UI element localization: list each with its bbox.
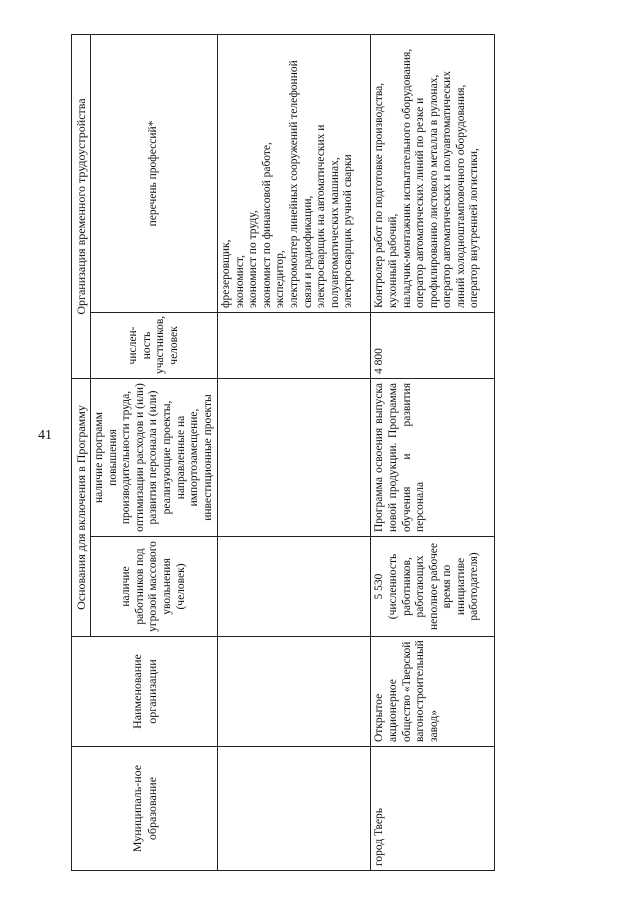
profession-item: кухонный рабочий, xyxy=(386,213,399,308)
row2-org-name: Открытое акционерное общество «Тверской вагоностроительный завод» xyxy=(371,637,495,747)
profession-item: электромонтер линейных сооружений телефонной связи и радиофикации, xyxy=(288,60,314,308)
header-professions: перечень профессий* xyxy=(91,34,218,312)
row1-threatened xyxy=(218,537,371,637)
header-participants: числен-ность участников, человек xyxy=(91,313,218,379)
row1-programs xyxy=(218,379,371,537)
row1-org-name xyxy=(218,637,371,747)
row2-threatened: 5 530 (численность работников, работающих неполное рабочее время по инициативе работодателя) xyxy=(371,537,495,637)
header-org-name: Наименование организации xyxy=(72,637,218,747)
row2-programs: Программа освоения выпуска новой продукции. Программа обучения и развития персонала xyxy=(371,379,495,537)
profession-item: экономист по труду, xyxy=(247,210,260,308)
profession-item: Контролер работ по подготовке производства, xyxy=(373,82,386,308)
profession-item: оператор автоматических линий по резке и профилированию листового металла в рулонах, xyxy=(414,74,440,308)
profession-item: наладчик-монтажник испытательного оборудования, xyxy=(400,48,413,308)
table-row xyxy=(371,34,495,870)
profession-item: электросварщик на автоматических и полуавтоматических машинах, xyxy=(315,124,341,308)
row2-municipality: город Тверь xyxy=(371,747,495,871)
header-group-temp-employment: Организация временного трудоустройства xyxy=(72,34,91,378)
row1-professions xyxy=(218,34,371,312)
table-row xyxy=(218,34,371,870)
profession-item: экономист по финансовой работе, xyxy=(260,142,273,308)
header-threatened: наличие работников под угрозой массового увольнения (человек) xyxy=(91,537,218,637)
header-group-basis: Основания для включения в Программу xyxy=(72,379,91,637)
rotated-table-container xyxy=(71,35,495,871)
profession-item: экспедитор, xyxy=(274,250,287,308)
profession-item: оператор автоматических и полуавтоматических линий холодноштамповочного оборудования, xyxy=(441,70,467,308)
profession-item: оператор внутренней логистики, xyxy=(468,148,481,308)
profession-item: электросварщик ручной сварки xyxy=(342,154,355,308)
page-number: 41 xyxy=(38,428,52,443)
program-table xyxy=(71,34,495,871)
row1-municipality xyxy=(218,747,371,871)
row2-professions xyxy=(371,34,495,312)
header-municipality: Муниципаль-ное образование xyxy=(72,747,218,871)
header-programs: наличие программ повышения производительности труда, оптимизации расходов и (или) развития персонала и (или) реализующие проекты, направленные на импортозамещение, инвестиционные проекты xyxy=(91,379,218,537)
profession-item: экономист, xyxy=(233,255,246,308)
profession-item: фрезеровщик, xyxy=(220,239,233,308)
row2-participants: 4 800 xyxy=(371,313,495,379)
row1-participants xyxy=(218,313,371,379)
